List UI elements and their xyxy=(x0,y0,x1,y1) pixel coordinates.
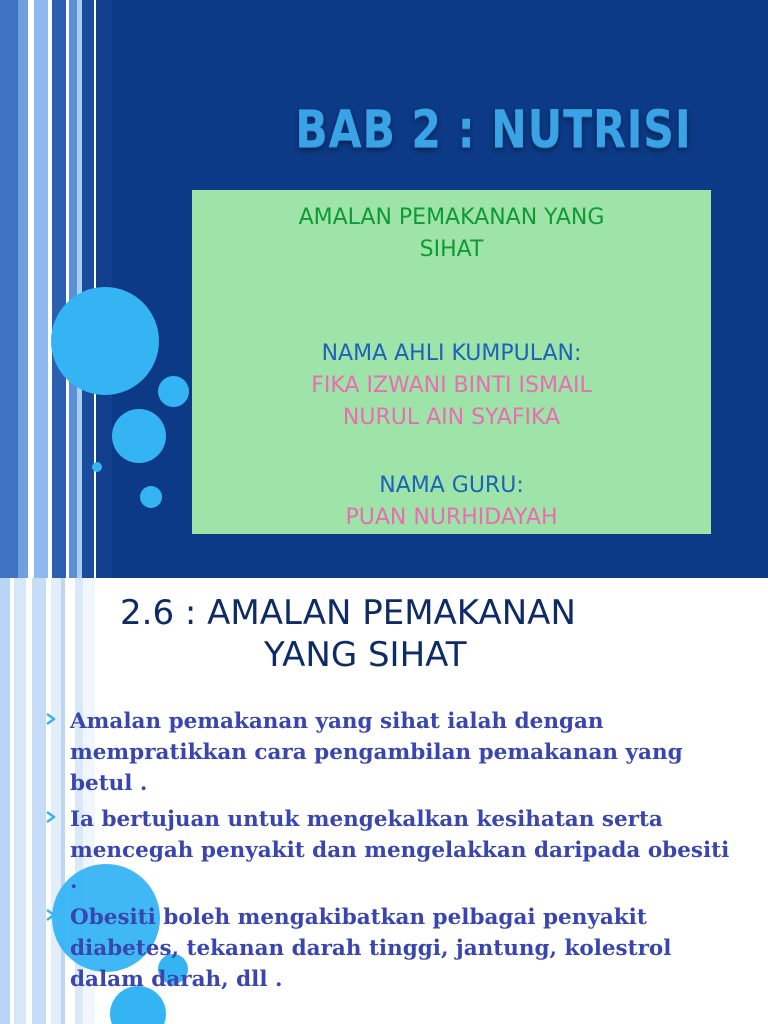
members-label: NAMA AHLI KUMPULAN: xyxy=(321,341,582,366)
decorative-circle-medium xyxy=(112,409,166,463)
decorative-circle-dot xyxy=(92,462,102,472)
bullet-text: Amalan pemakanan yang sihat ialah dengan mempratikkan cara pengambilan pemakanan yang betul . xyxy=(70,709,683,796)
decorative-circle-large xyxy=(51,287,159,395)
bullet-text: Obesiti boleh mengakibatkan pelbagai penyakit diabetes, tekanan darah tinggi, jantung, kolestrol dalam darah, dll . xyxy=(70,905,672,992)
topic-line-1: AMALAN PEMAKANAN YANG xyxy=(298,205,605,230)
chevron-right-icon xyxy=(42,906,60,924)
teacher-label: NAMA GURU: xyxy=(379,473,524,498)
bullet-list xyxy=(40,706,730,1000)
member-name-2: NURUL AIN SYAFIKA xyxy=(342,405,561,430)
list-item xyxy=(40,706,730,799)
info-panel xyxy=(192,190,711,534)
decorative-circle-small-2 xyxy=(140,486,162,508)
list-item xyxy=(40,804,730,897)
list-item xyxy=(40,902,730,995)
chevron-right-icon xyxy=(42,808,60,826)
section-heading xyxy=(120,592,680,676)
content-slide xyxy=(0,578,768,1024)
teacher-name: PUAN NURHIDAYAH xyxy=(345,505,558,530)
heading-line-1: 2.6 : AMALAN PEMAKANAN xyxy=(120,593,576,633)
heading-line-2: YANG SIHAT xyxy=(264,635,467,675)
bullet-text: Ia bertujuan untuk mengekalkan kesihatan serta mencegah penyakit dan mengelakkan daripada obesiti . xyxy=(70,807,730,894)
slide-title: BAB 2 : NUTRISI xyxy=(295,100,692,160)
topic-line-2: SIHAT xyxy=(419,237,484,262)
member-name-1: FIKA IZWANI BINTI ISMAIL xyxy=(311,373,592,398)
decorative-circle-small xyxy=(158,376,189,407)
chevron-right-icon xyxy=(42,710,60,728)
